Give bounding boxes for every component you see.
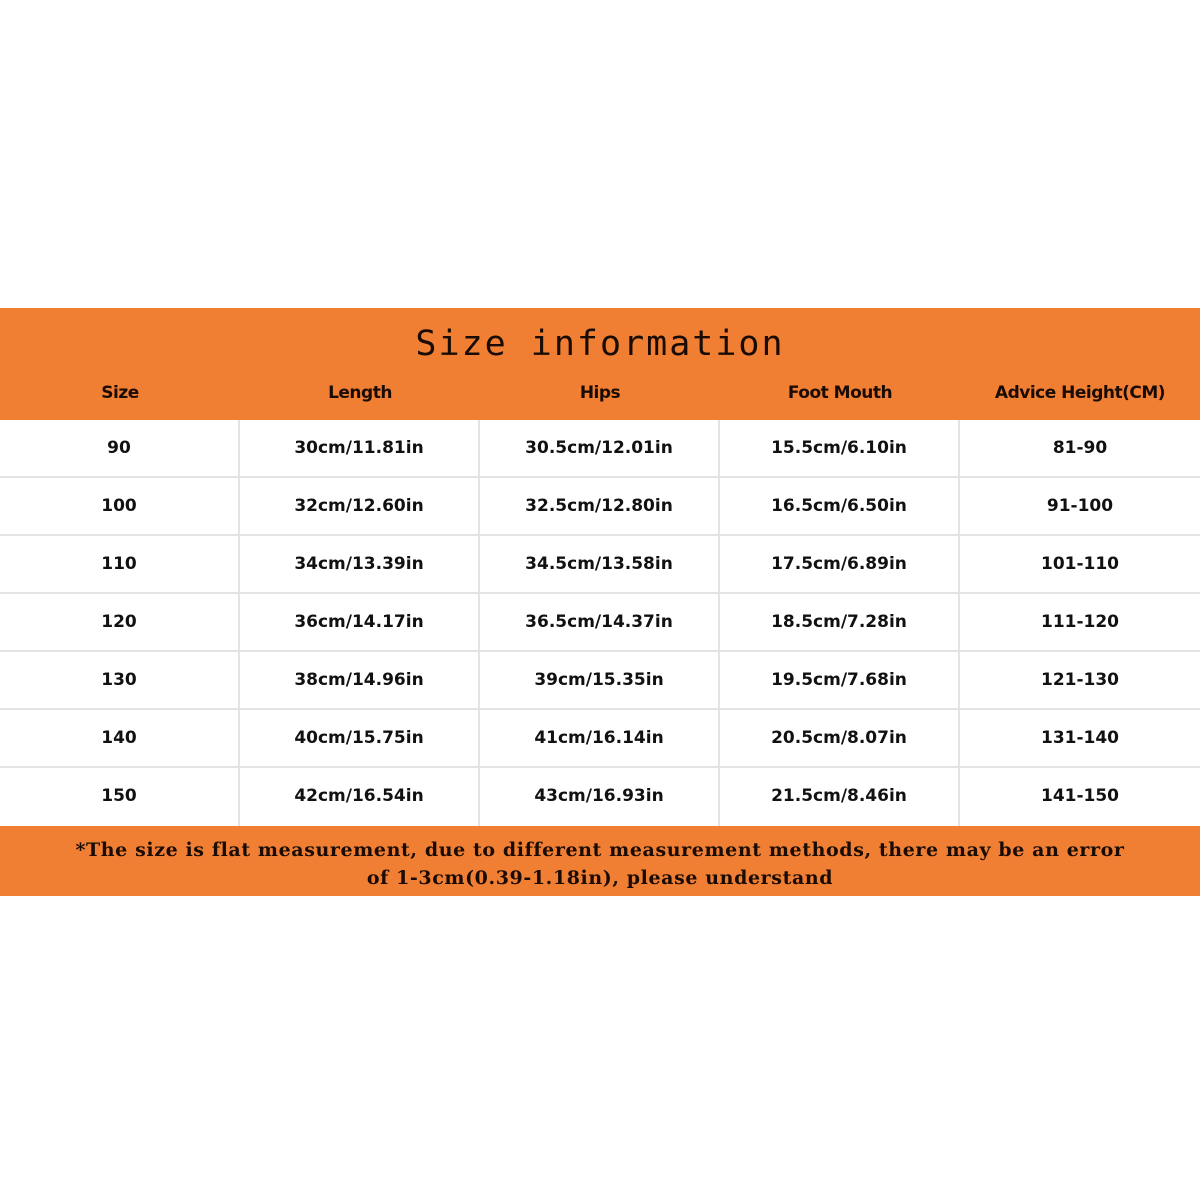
cell-length: 30cm/11.81in xyxy=(240,420,480,476)
table-row xyxy=(0,710,1200,768)
cell-size: 120 xyxy=(0,594,240,650)
size-chart xyxy=(0,308,1200,896)
cell-foot-mouth: 16.5cm/6.50in xyxy=(720,478,960,534)
cell-hips: 43cm/16.93in xyxy=(480,768,720,826)
cell-foot-mouth: 17.5cm/6.89in xyxy=(720,536,960,592)
cell-length: 36cm/14.17in xyxy=(240,594,480,650)
cell-hips: 34.5cm/13.58in xyxy=(480,536,720,592)
cell-length: 32cm/12.60in xyxy=(240,478,480,534)
chart-header xyxy=(0,308,1200,420)
cell-advice-height: 121-130 xyxy=(1040,670,1120,690)
cell-advice-height: 81-90 xyxy=(1052,438,1108,458)
cell-hips: 41cm/16.14in xyxy=(480,710,720,766)
cell-length: 40cm/15.75in xyxy=(240,710,480,766)
cell-advice-height: 131-140 xyxy=(1040,728,1120,748)
chart-title: Size information xyxy=(415,324,785,364)
cell-size: 140 xyxy=(0,710,240,766)
cell-size: 150 xyxy=(0,768,240,826)
cell-length: 34cm/13.39in xyxy=(240,536,480,592)
cell-length: 38cm/14.96in xyxy=(240,652,480,708)
cell-foot-mouth: 20.5cm/8.07in xyxy=(720,710,960,766)
cell-hips: 39cm/15.35in xyxy=(480,652,720,708)
cell-foot-mouth: 18.5cm/7.28in xyxy=(720,594,960,650)
cell-advice-height: 111-120 xyxy=(1040,612,1120,632)
cell-hips: 30.5cm/12.01in xyxy=(480,420,720,476)
table-row xyxy=(0,536,1200,594)
measurement-note-line-2: of 1-3cm(0.39-1.18in), please understand xyxy=(366,867,834,889)
column-header-row xyxy=(0,378,1200,408)
cell-hips: 32.5cm/12.80in xyxy=(480,478,720,534)
cell-foot-mouth: 21.5cm/8.46in xyxy=(720,768,960,826)
column-header-length: Length xyxy=(328,383,392,403)
measurement-note-line-1: *The size is flat measurement, due to different measurement methods, there may be an error xyxy=(75,839,1125,861)
cell-size: 110 xyxy=(0,536,240,592)
cell-size: 90 xyxy=(0,420,240,476)
cell-foot-mouth: 19.5cm/7.68in xyxy=(720,652,960,708)
column-header-size: Size xyxy=(101,383,139,403)
cell-hips: 36.5cm/14.37in xyxy=(480,594,720,650)
column-header-advice-height: Advice Height(CM) xyxy=(994,383,1166,403)
measurement-note xyxy=(0,826,1200,896)
cell-length: 42cm/16.54in xyxy=(240,768,480,826)
cell-advice-height: 141-150 xyxy=(1040,786,1120,806)
table-row xyxy=(0,594,1200,652)
table-row xyxy=(0,478,1200,536)
cell-advice-height: 91-100 xyxy=(1046,496,1114,516)
table-row xyxy=(0,420,1200,478)
cell-size: 100 xyxy=(0,478,240,534)
size-table-body xyxy=(0,420,1200,826)
column-header-foot-mouth: Foot Mouth xyxy=(787,383,893,403)
cell-size: 130 xyxy=(0,652,240,708)
cell-advice-height: 101-110 xyxy=(1040,554,1120,574)
table-row xyxy=(0,652,1200,710)
column-header-hips: Hips xyxy=(579,383,621,403)
table-row xyxy=(0,768,1200,826)
cell-foot-mouth: 15.5cm/6.10in xyxy=(720,420,960,476)
